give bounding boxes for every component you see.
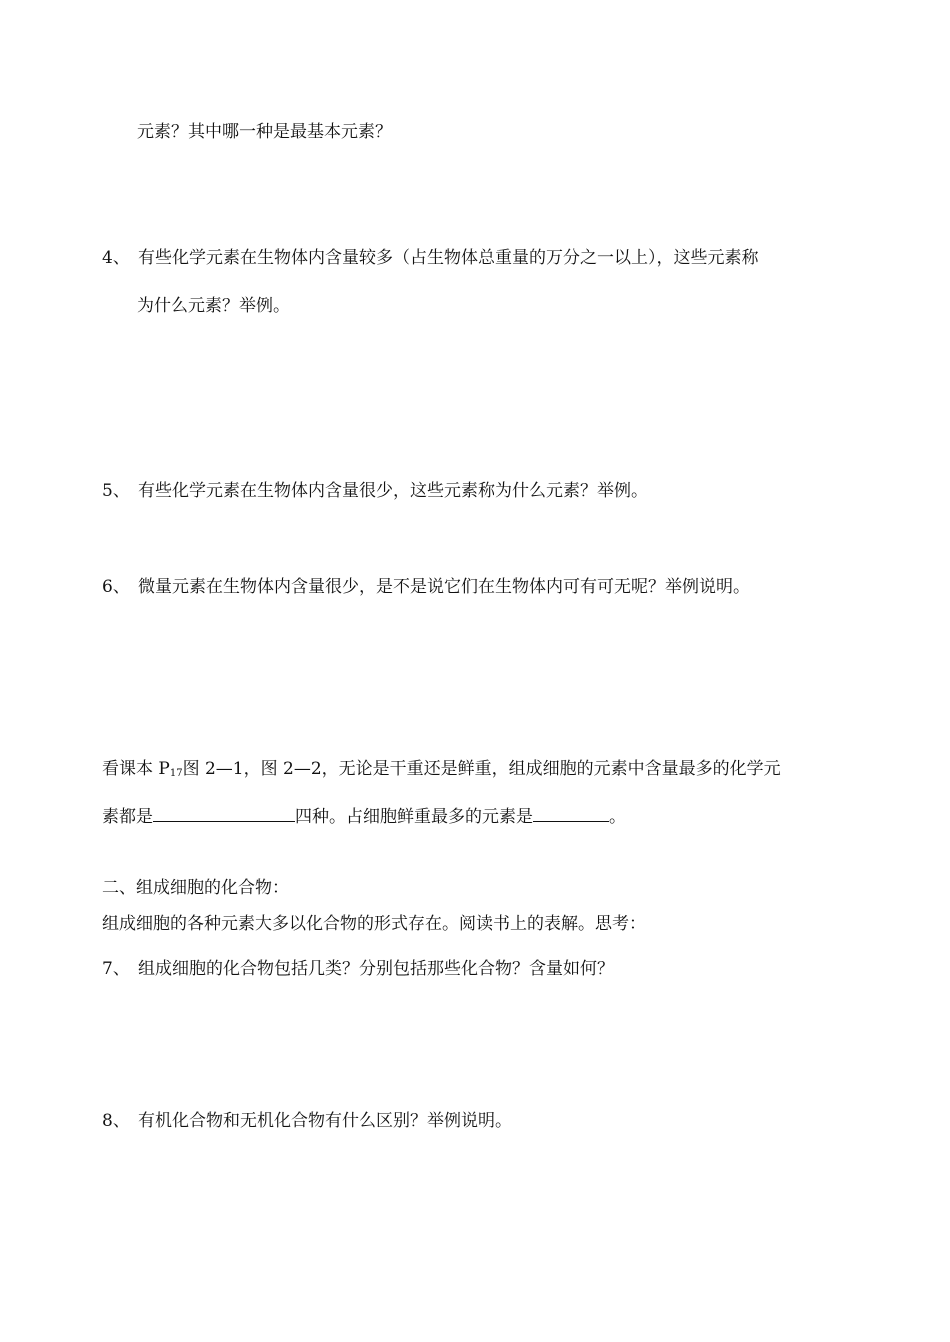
- question-8-number: 8、: [102, 1111, 130, 1131]
- question-5: [102, 479, 648, 503]
- question-8: [102, 1109, 512, 1133]
- question-4-line-1: [102, 246, 759, 270]
- answer-blank-elements[interactable]: [153, 805, 295, 822]
- question-3-continuation: [137, 120, 392, 144]
- textbook-text-5: 。: [609, 807, 626, 827]
- question-8-text: 有机化合物和无机化合物有什么区别？举例说明。: [138, 1111, 512, 1131]
- textbook-page-number: 17: [169, 768, 183, 779]
- question-3-text: 元素？其中哪一种是最基本元素？: [137, 122, 392, 142]
- question-7-number: 7、: [102, 959, 130, 979]
- question-4-number: 4、: [102, 248, 130, 268]
- question-4-text-1: 有些化学元素在生物体内含量较多（占生物体总重量的万分之一以上），这些元素称: [138, 248, 759, 268]
- section-2-intro: [102, 912, 646, 936]
- question-5-number: 5、: [102, 481, 130, 501]
- question-6-number: 6、: [102, 577, 130, 597]
- question-6: [102, 575, 750, 599]
- section-2-heading-text: 二、组成细胞的化合物：: [102, 878, 289, 898]
- textbook-text-3: 素都是: [102, 807, 153, 827]
- question-7: [102, 957, 614, 981]
- question-5-text: 有些化学元素在生物体内含量很少，这些元素称为什么元素？举例。: [138, 481, 648, 501]
- textbook-prompt-line-1: [102, 757, 781, 781]
- section-2-heading: [102, 876, 289, 900]
- question-4-line-2: [137, 294, 290, 318]
- question-6-text: 微量元素在生物体内含量很少，是不是说它们在生物体内可有可无呢？举例说明。: [138, 577, 750, 597]
- textbook-text-1: 看课本 P: [102, 759, 170, 779]
- section-2-intro-text: 组成细胞的各种元素大多以化合物的形式存在。阅读书上的表解。思考：: [102, 914, 646, 934]
- textbook-text-2: 图 2—1，图 2—2，无论是干重还是鲜重，组成细胞的元素中含量最多的化学元: [182, 759, 781, 779]
- textbook-text-4: 四种。占细胞鲜重最多的元素是: [295, 807, 533, 827]
- answer-blank-most-element[interactable]: [533, 805, 609, 822]
- textbook-prompt-line-2: [102, 805, 626, 829]
- question-4-text-2: 为什么元素？举例。: [137, 296, 290, 316]
- question-7-text: 组成细胞的化合物包括几类？分别包括那些化合物？含量如何？: [138, 959, 614, 979]
